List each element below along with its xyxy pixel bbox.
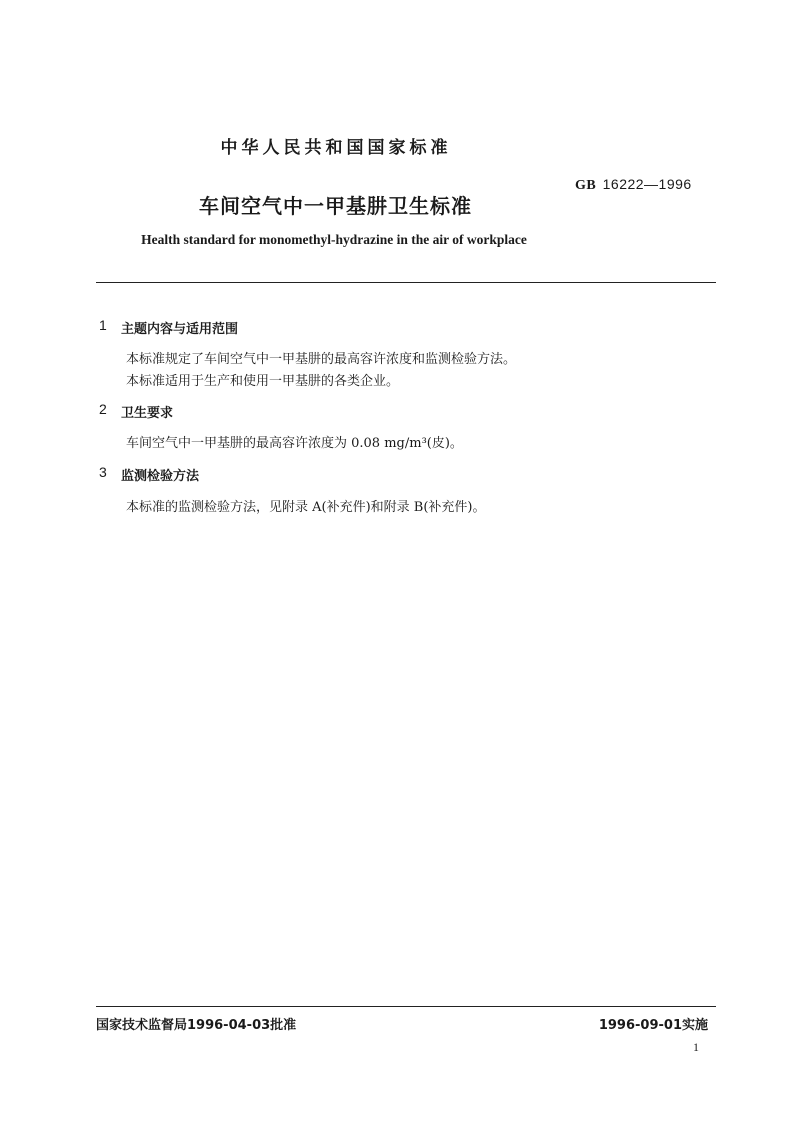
section-2-paragraph-1: 车间空气中一甲基肼的最高容许浓度为 0.08 mg/m³(皮)。 [126, 436, 463, 451]
section-1-number: 1 [99, 317, 107, 333]
national-standard-heading: 中华人民共和国国家标准 [220, 138, 452, 158]
header-divider [96, 282, 716, 283]
section-2-number: 2 [99, 401, 107, 417]
section-1-title: 主题内容与适用范围 [121, 322, 239, 337]
standard-code-prefix: GB [575, 178, 597, 193]
approval-date: 国家技术监督局1996-04-03批准 [96, 1018, 297, 1033]
section-3-number: 3 [99, 464, 107, 480]
implementation-date: 1996-09-01实施 [598, 1018, 708, 1033]
section-2-title: 卫生要求 [121, 406, 174, 421]
section-1-paragraph-2: 本标准适用于生产和使用一甲基肼的各类企业。 [126, 374, 400, 389]
standard-code-number: 16222—1996 [602, 176, 692, 192]
document-title: 车间空气中一甲基肼卫生标准 [199, 194, 472, 218]
section-1-paragraph-1: 本标准规定了车间空气中一甲基肼的最高容许浓度和监测检验方法。 [126, 352, 517, 367]
page-number: 1 [693, 1040, 699, 1054]
section-3-title: 监测检验方法 [121, 469, 200, 484]
standard-code [575, 176, 692, 194]
section-3-paragraph-1: 本标准的监测检验方法，见附录 A(补充件)和附录 B(补充件)。 [126, 500, 486, 515]
english-title: Health standard for monomethyl-hydrazine in the air of workplace [141, 232, 527, 247]
footer-divider [96, 1006, 716, 1007]
